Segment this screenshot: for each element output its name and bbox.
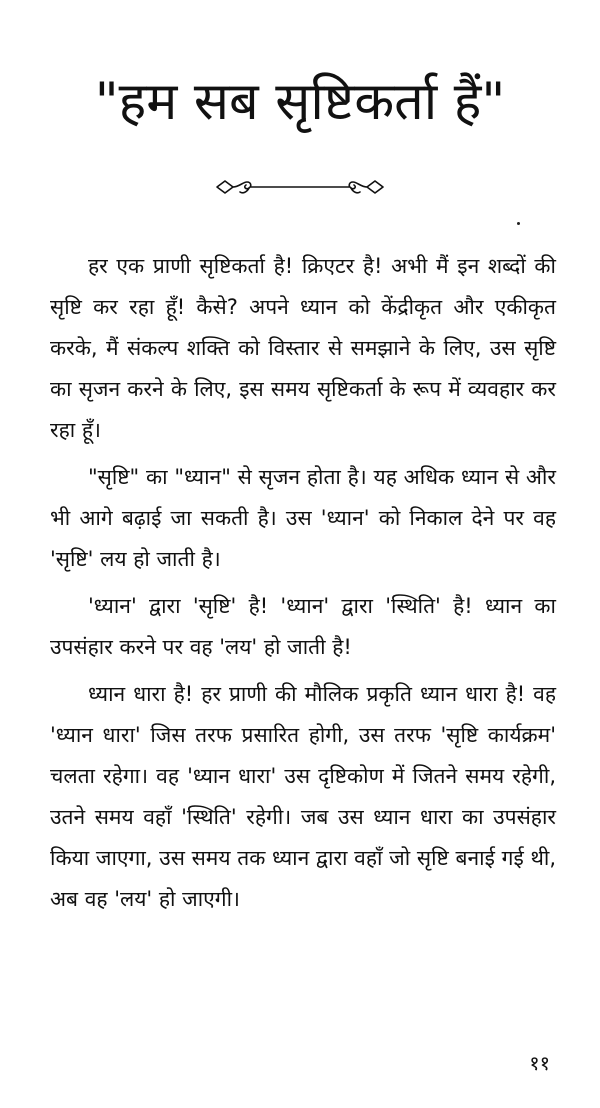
page-number: ११ bbox=[529, 1051, 550, 1075]
scroll-divider-icon bbox=[213, 172, 387, 202]
paragraph-2: "सृष्टि" का "ध्यान" से सृजन होता है। यह अधिक ध्यान से और भी आगे बढ़ाई जा सकती है। उस 'ध्यान' को निकाल देने पर वह 'सृष्टि' लय हो जाती है। bbox=[50, 465, 556, 571]
paragraph-4: ध्यान धारा है! हर प्राणी की मौलिक प्रकृति ध्यान धारा है! वह 'ध्यान धारा' जिस तरफ प्रसारित होगी, उस तरफ 'सृष्टि कार्यक्रम' चलता रहेगा। वह 'ध्यान धारा' उस दृष्टिकोण में जितने समय रहेगी, उतने समय वहाँ 'स्थिति' रहेगी। जब उस ध्यान धारा का उपसंहार किया जाएगा, उस समय तक ध्यान द्वारा वहाँ जो सृष्टि बनाई गई थी, अब वह 'लय' हो जाएगी। bbox=[50, 682, 556, 911]
paragraph-3: 'ध्यान' द्वारा 'सृष्टि' है! 'ध्यान' द्वारा 'स्थिति' है! ध्यान का उपसंहार करने पर वह 'लय' हो जाती है! bbox=[50, 594, 556, 659]
paragraph-1: हर एक प्राणी सृष्टिकर्ता है! क्रिएटर है! अभी मैं इन शब्दों की सृष्टि कर रहा हूँ! कैसे? अपने ध्यान को केंद्रीकृत और एकीकृत करके, मैं संकल्प शक्ति को विस्तार से समझाने के लिए, उस सृष्टि का सृजन करने के लिए, इस समय सृष्टिकर्ता के रूप में व्यवहार कर रहा हूँ। bbox=[50, 254, 556, 442]
chapter-title: "हम सब सृष्टिकर्ता हैं" bbox=[94, 72, 506, 132]
body-text bbox=[50, 246, 556, 926]
ink-speck bbox=[517, 222, 520, 225]
